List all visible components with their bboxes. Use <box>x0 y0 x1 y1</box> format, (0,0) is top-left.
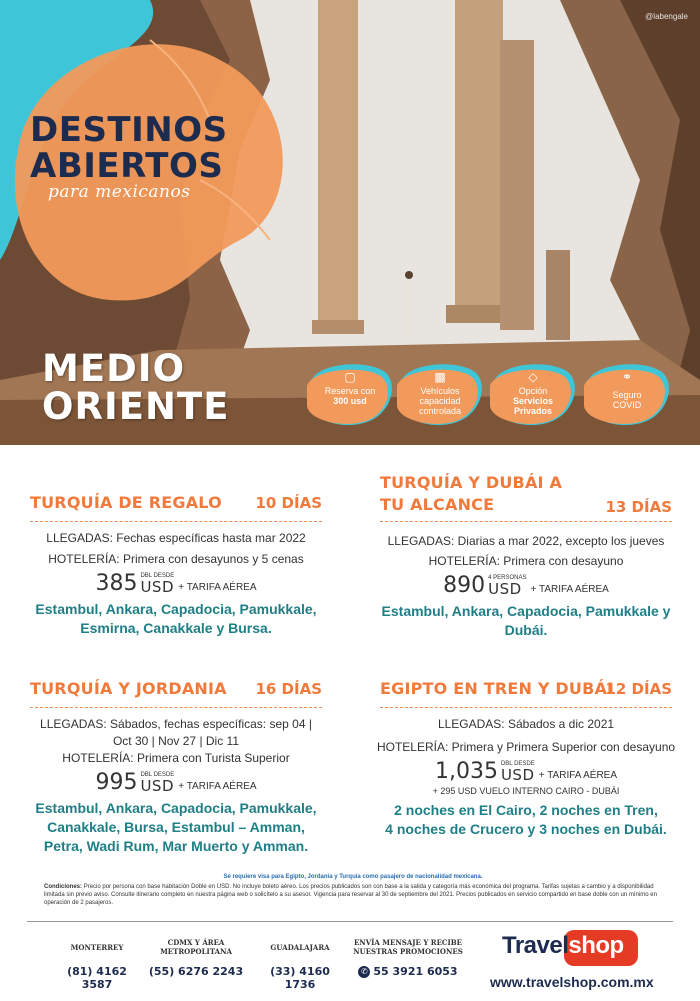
footer-divider <box>27 921 673 922</box>
package-days: 13 DÍAS <box>605 498 672 516</box>
package-days: 12 DÍAS <box>605 680 672 698</box>
package-days: 16 DÍAS <box>255 680 322 698</box>
package-title: EGIPTO EN TREN Y DUBÁI <box>380 679 614 698</box>
office-guadalajara: GUADALAJARA (33) 4160 1736 <box>254 935 346 991</box>
package-card-turquia-regalo[interactable] <box>30 492 322 522</box>
package-title: TURQUÍA DE REGALO <box>30 493 222 512</box>
website-link[interactable]: www.travelshop.com.mx <box>490 974 654 990</box>
package-hotel: HOTELERÍA: Primera con desayuno <box>428 554 624 568</box>
region-line-2: ORIENTE <box>42 385 230 428</box>
package-arrivals: LLEGADAS: Diarias a mar 2022, excepto los jueves <box>387 534 665 548</box>
package-destinations: 2 noches en El Cairo, 2 noches en Tren, 4 noches de Crucero y 3 noches en Dubái. <box>385 802 667 837</box>
phone-link[interactable]: (55) 6276 2243 <box>148 965 244 978</box>
package-arrivals: LLEGADAS: Sábados, fechas específicas: sep 04 | Oct 30 | Nov 27 | Dic 11 <box>40 717 312 748</box>
package-title: TURQUÍA Y DUBÁI A TU ALCANCE <box>380 473 563 514</box>
visa-requirement: Se requiere visa para Egipto, Jordania y Turquía como pasajero de nacionalidad mexicana. <box>223 874 483 880</box>
package-details-2 <box>370 533 682 640</box>
hero-banner <box>0 0 700 445</box>
package-hotel: HOTELERÍA: Primera con desayunos y 5 cenas <box>48 552 304 566</box>
title-line-1: DESTINOS <box>30 110 228 150</box>
badge-reservation: ▢ Reserva con 300 usd <box>305 362 395 428</box>
phone-link[interactable]: (33) 4160 1736 <box>270 965 330 991</box>
package-details-1 <box>20 530 332 638</box>
package-card-turquia-jordania[interactable] <box>30 678 322 708</box>
title-subtitle: para mexicanos <box>48 182 191 202</box>
legal-notes <box>44 873 662 907</box>
package-hotel: HOTELERÍA: Primera con Turista Superior <box>62 751 290 765</box>
office-monterrey: MONTERREY (81) 4162 3587 <box>52 935 142 991</box>
package-title: TURQUÍA Y JORDANIA <box>30 679 227 698</box>
package-card-egipto-dubai[interactable] <box>380 678 672 708</box>
badge-covid: ⚭ Seguro COVID <box>582 362 672 428</box>
campaign-title <box>30 112 228 202</box>
package-details-3 <box>20 716 332 856</box>
title-line-2: ABIERTOS <box>30 146 224 186</box>
package-destinations: Estambul, Ankara, Capadocia, Pamukkale, Esmirna, Canakkale y Bursa. <box>35 601 317 636</box>
photo-credit: @labengale <box>645 12 688 21</box>
package-hotel: HOTELERÍA: Primera y Primera Superior con desayuno <box>376 740 676 754</box>
package-price: 1,035 DBL DESDE USD + TARIFA AÉREA <box>434 759 618 784</box>
package-destinations: Estambul, Ankara, Capadocia, Pamukkale y Dubái. <box>381 603 671 638</box>
vehicle-icon: ▩ <box>434 370 446 384</box>
package-destinations: Estambul, Ankara, Capadocia, Pamukkale, Canakkale, Bursa, Estambul – Amman, Petra, Wadi Rum, Mar Muerto y Amman. <box>35 800 317 854</box>
whatsapp-link[interactable]: ✆ 55 3921 6053 <box>352 965 464 978</box>
package-details-4 <box>370 716 682 839</box>
region-line-1: MEDIO <box>42 347 186 390</box>
badge-vehicles: ▩ Vehículos capacidad controlada <box>395 362 485 428</box>
office-cdmx: CDMX Y ÁREA METROPOLITANA (55) 6276 2243 <box>148 938 244 978</box>
reservation-icon: ▢ <box>344 370 356 384</box>
whatsapp-icon: ✆ <box>358 966 370 978</box>
travelshop-logo[interactable]: Travelshop <box>500 930 680 970</box>
package-arrivals: LLEGADAS: Sábados a dic 2021 <box>437 717 615 731</box>
badge-private: ◇ Opción Servicios Privados <box>488 362 578 428</box>
stethoscope-icon: ⚭ <box>621 370 633 384</box>
phone-link[interactable]: (81) 4162 3587 <box>67 965 127 991</box>
package-arrivals: LLEGADAS: Fechas específicas hasta mar 2022 <box>46 531 306 545</box>
region-title <box>42 347 230 428</box>
package-price: 890 4 PERSONAS USD + TARIFA AÉREA <box>443 573 609 598</box>
package-card-turquia-dubai[interactable] <box>380 472 672 522</box>
package-days: 10 DÍAS <box>255 494 322 512</box>
package-price: 995 DBL DESDE USD + TARIFA AÉREA <box>95 770 257 795</box>
package-extra: + 295 USD VUELO INTERNO CAIRO - DUBÁI <box>432 786 620 796</box>
diamond-icon: ◇ <box>528 370 538 384</box>
package-price: 385 DBL DESDE USD + TARIFA AÉREA <box>95 571 257 596</box>
conditions-text: Condiciones: Precio por persona con base habitación Doble en USD. No incluye boleto aéreo. Los precios publicados son con base a la salida y categoría más económica del programa. Tarifas sujetas a cambio y a disponibilidad limitada sin previo aviso. Consulte itinerario completo en nuestra página web o solicítelo a su asesor. Vigencia para reservar al 30 de septiembre del 2021. Precios publicados en servicio compartido en base doble con un mínimo en operación de 2 pasajeros. <box>44 884 657 906</box>
office-whatsapp: ENVÍA MENSAJE Y RECIBE NUESTRAS PROMOCIONES ✆ 55 3921 6053 <box>353 938 463 978</box>
